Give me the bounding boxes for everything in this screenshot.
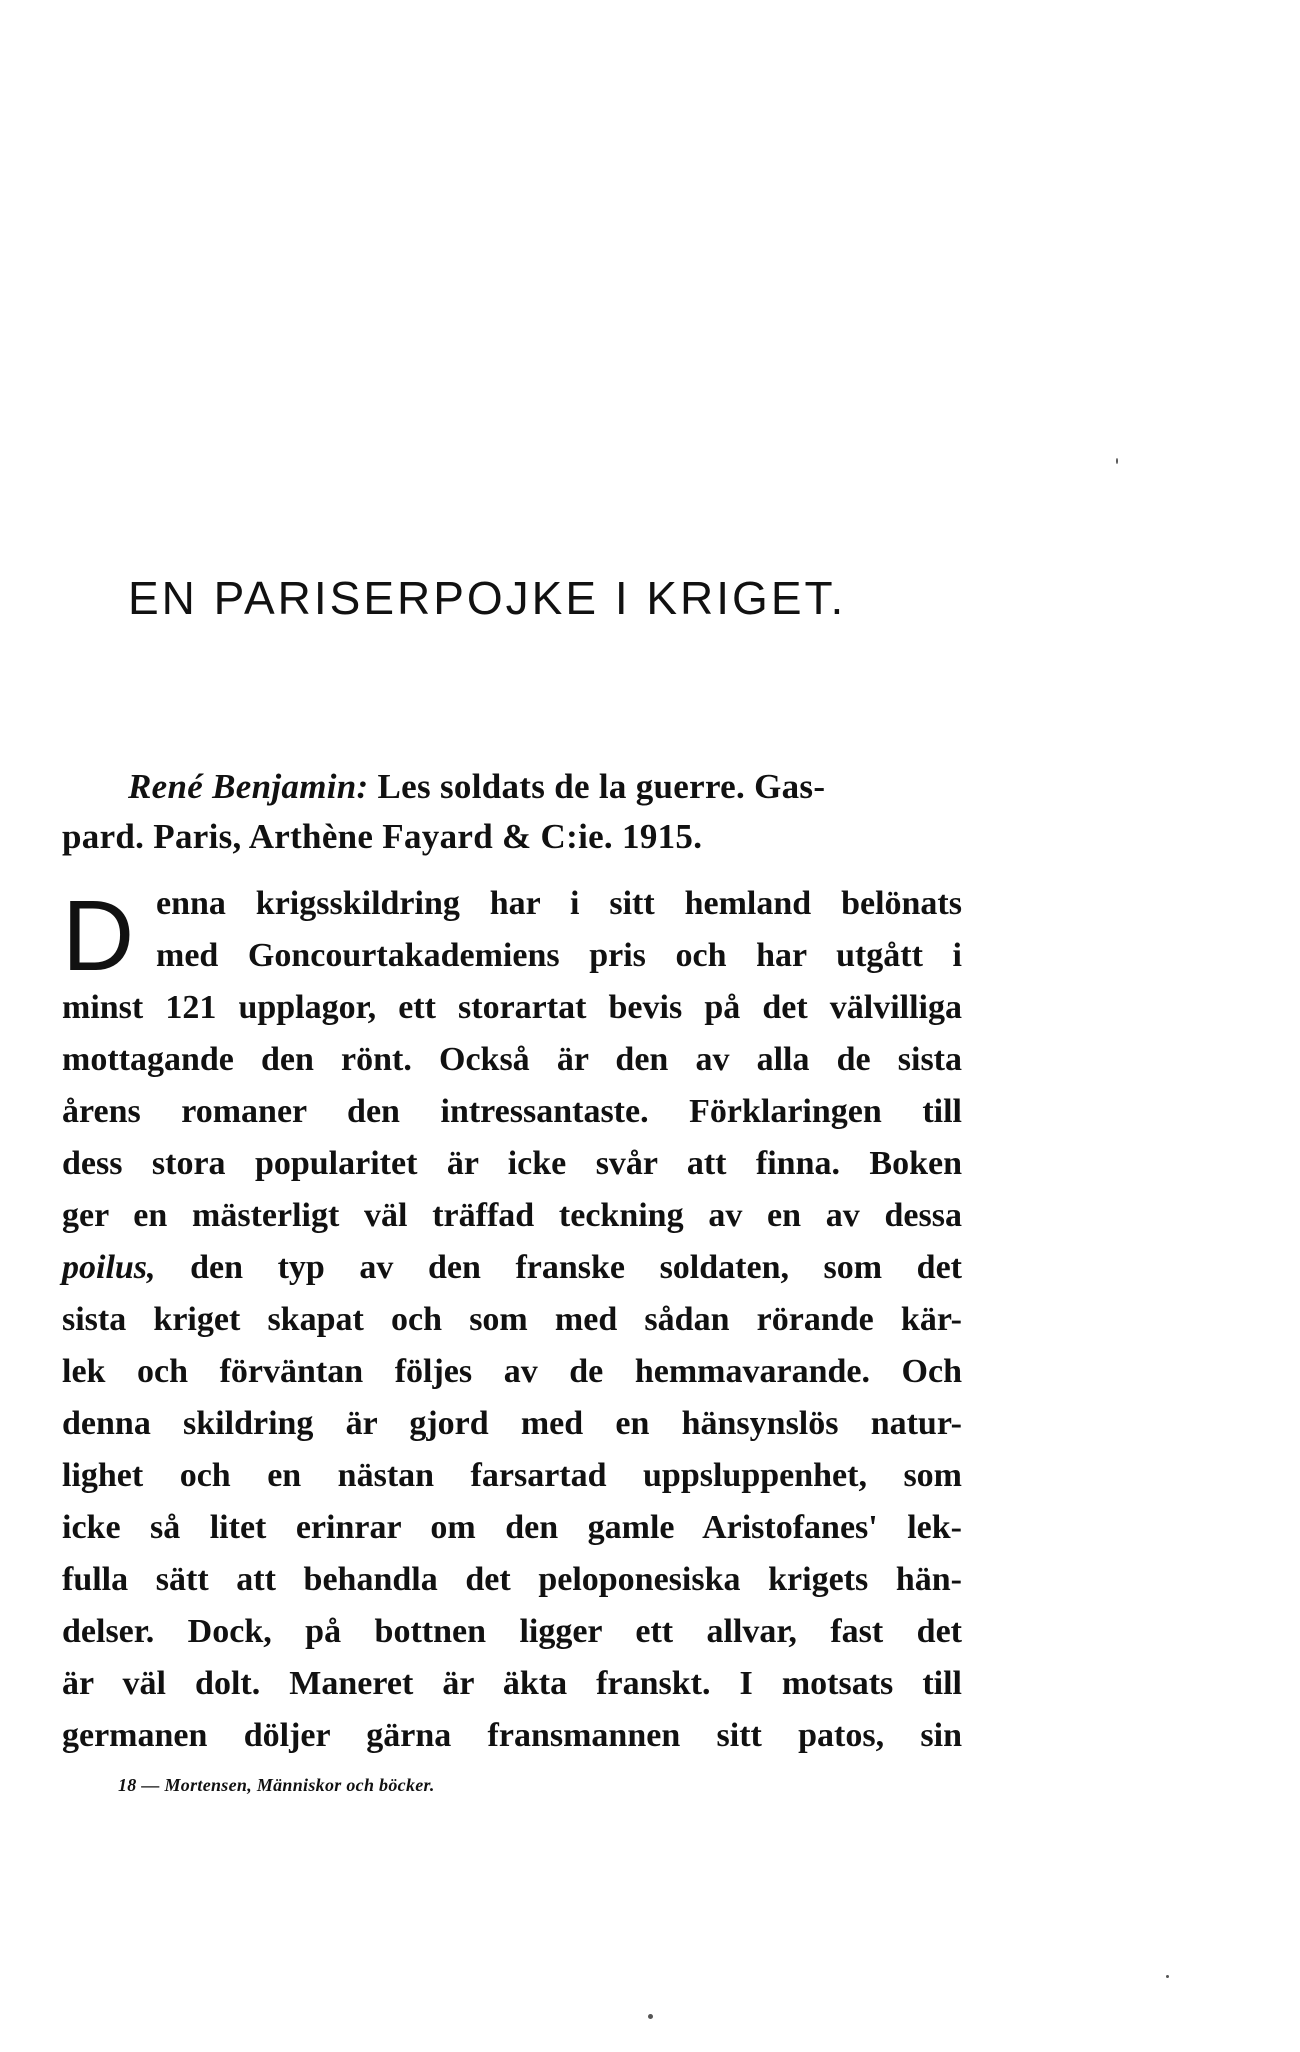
body-line: delser. Dock, på bottnen ligger ett allvar, fast det — [62, 1613, 962, 1650]
body-line: mottagande den rönt. Också är den av alla de sista — [62, 1041, 962, 1078]
drop-cap: D — [62, 880, 135, 992]
body-line: dess stora popularitet är icke svår att finna. Boken — [62, 1145, 962, 1182]
italic-word: poilus, — [62, 1249, 156, 1286]
body-line: årens romaner den intressantaste. Förklaringen till — [62, 1093, 962, 1130]
body-line: är väl dolt. Maneret är äkta franskt. I motsats till — [62, 1665, 962, 1702]
reference-line-1 — [62, 762, 1028, 812]
body-line: germanen döljer gärna fransmannen sitt patos, sin — [62, 1717, 962, 1754]
body-line: ger en mästerligt väl träffad teckning av en av dessa — [62, 1197, 962, 1234]
body-line: icke så litet erinrar om den gamle Aristofanes' lek- — [62, 1509, 962, 1546]
reference-title: Les soldats de la guerre. Gas- — [377, 767, 826, 806]
reference-author: René Benjamin: — [128, 767, 369, 806]
body-line: enna krigsskildring har i sitt hemland belönats — [156, 885, 962, 922]
reference-line-2: pard. Paris, Arthène Fayard & C:ie. 1915. — [62, 817, 703, 856]
body-line: minst 121 upplagor, ett storartat bevis på det välvilliga — [62, 989, 962, 1026]
body-line: denna skildring är gjord med en hänsynslös natur- — [62, 1405, 962, 1442]
body-line: lighet och en nästan farsartad uppsluppenhet, som — [62, 1457, 962, 1494]
page-footer-signature: 18 — Mortensen, Människor och böcker. — [118, 1775, 435, 1795]
print-speck — [648, 2014, 653, 2019]
print-speck — [1116, 458, 1118, 464]
chapter-title: EN PARISERPOJKE I KRIGET. — [128, 572, 847, 624]
body-line: sista kriget skapat och som med sådan rörande kär- — [62, 1301, 962, 1338]
body-line-with-italic — [62, 1242, 962, 1294]
body-line: med Goncourtakademiens pris och har utgått i — [156, 937, 962, 974]
print-speck — [1166, 1975, 1169, 1978]
body-line-rest: den typ av den franske soldaten, som det — [190, 1249, 963, 1286]
body-line: fulla sätt att behandla det peloponesiska krigets hän- — [62, 1561, 962, 1598]
body-line: lek och förväntan följes av de hemmavarande. Och — [62, 1353, 962, 1390]
